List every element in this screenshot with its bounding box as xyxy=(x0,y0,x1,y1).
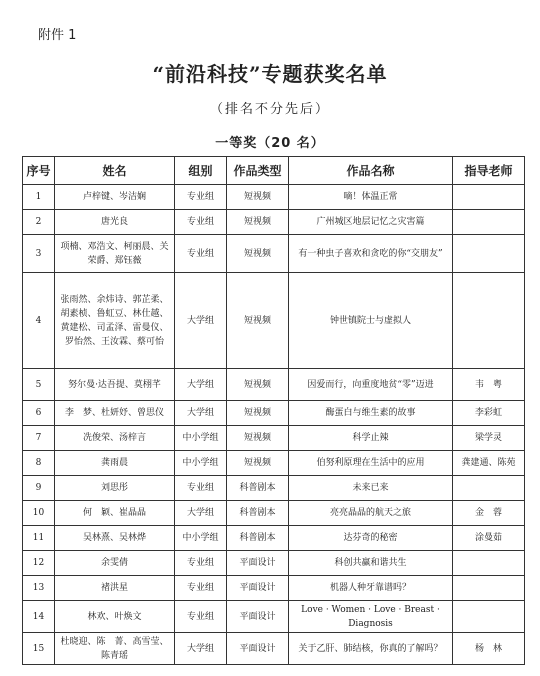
cell-group: 大学组 xyxy=(175,401,227,426)
cell-teacher xyxy=(453,551,525,576)
cell-no: 15 xyxy=(23,633,55,665)
cell-no: 13 xyxy=(23,576,55,601)
cell-no: 9 xyxy=(23,476,55,501)
cell-teacher xyxy=(453,601,525,633)
cell-teacher xyxy=(453,185,525,210)
cell-group: 中小学组 xyxy=(175,426,227,451)
table-row xyxy=(23,633,525,665)
cell-work: 因爱而行，向重度地贫“零”迈进 xyxy=(289,369,453,401)
document-subtitle: （排名不分先后） xyxy=(209,102,330,117)
cell-work: 科创共赢和谐共生 xyxy=(289,551,453,576)
cell-teacher: 涂曼茹 xyxy=(453,526,525,551)
table-row xyxy=(23,551,525,576)
cell-teacher: 金 蓉 xyxy=(453,501,525,526)
cell-name: 林欢、叶焕文 xyxy=(55,601,175,633)
cell-type: 科普剧本 xyxy=(227,526,289,551)
cell-type: 短视频 xyxy=(227,451,289,476)
cell-group: 专业组 xyxy=(175,210,227,235)
cell-work: 关于乙肝、肺结核，你真的了解吗？ xyxy=(289,633,453,665)
header-work: 作品名称 xyxy=(289,157,453,185)
table-row xyxy=(23,401,525,426)
section-heading: 一等奖（20 名） xyxy=(215,136,325,151)
table-row xyxy=(23,235,525,273)
table-row xyxy=(23,451,525,476)
cell-work: 未来已来 xyxy=(289,476,453,501)
table-row xyxy=(23,273,525,369)
cell-no: 12 xyxy=(23,551,55,576)
cell-work: 伯努利原理在生活中的应用 xyxy=(289,451,453,476)
cell-type: 科普剧本 xyxy=(227,476,289,501)
cell-teacher xyxy=(453,273,525,369)
cell-teacher xyxy=(453,235,525,273)
cell-name: 褚洪星 xyxy=(55,576,175,601)
table-row xyxy=(23,185,525,210)
attachment-label: 附件 1 xyxy=(38,28,77,43)
cell-group: 中小学组 xyxy=(175,526,227,551)
cell-no: 11 xyxy=(23,526,55,551)
cell-name: 唐光良 xyxy=(55,210,175,235)
cell-teacher: 韦 粤 xyxy=(453,369,525,401)
cell-teacher: 梁学灵 xyxy=(453,426,525,451)
cell-teacher: 李彩虹 xyxy=(453,401,525,426)
cell-type: 平面设计 xyxy=(227,576,289,601)
cell-no: 2 xyxy=(23,210,55,235)
cell-type: 平面设计 xyxy=(227,551,289,576)
cell-name: 龚雨晨 xyxy=(55,451,175,476)
cell-work: 酶蛋白与维生素的故事 xyxy=(289,401,453,426)
award-table xyxy=(22,156,525,665)
cell-type: 短视频 xyxy=(227,369,289,401)
cell-name: 何 颖、崔晶晶 xyxy=(55,501,175,526)
header-type: 作品类型 xyxy=(227,157,289,185)
table-row xyxy=(23,526,525,551)
table-row xyxy=(23,210,525,235)
cell-group: 中小学组 xyxy=(175,451,227,476)
document-title: “前沿科技”专题获奖名单 xyxy=(152,62,388,86)
table-row xyxy=(23,576,525,601)
cell-group: 专业组 xyxy=(175,235,227,273)
cell-group: 专业组 xyxy=(175,551,227,576)
cell-group: 大学组 xyxy=(175,633,227,665)
cell-teacher xyxy=(453,576,525,601)
cell-name: 张雨然、余炜诗、郭芷柔、胡素桢、鲁虹豆、林仕越、黄建松、司孟泽、雷曼仪、罗怡然、王汝霖、蔡可怡 xyxy=(55,273,175,369)
cell-work: 达芬奇的秘密 xyxy=(289,526,453,551)
header-name: 姓名 xyxy=(55,157,175,185)
cell-name: 余雯倩 xyxy=(55,551,175,576)
cell-teacher xyxy=(453,210,525,235)
cell-name: 冼俊荣、汤梓言 xyxy=(55,426,175,451)
cell-no: 5 xyxy=(23,369,55,401)
cell-no: 10 xyxy=(23,501,55,526)
table-header-row xyxy=(23,157,525,185)
cell-work: 有一种虫子喜欢和贪吃的你“交朋友” xyxy=(289,235,453,273)
cell-name: 刘思彤 xyxy=(55,476,175,501)
cell-type: 平面设计 xyxy=(227,633,289,665)
header-no: 序号 xyxy=(23,157,55,185)
table-row xyxy=(23,369,525,401)
header-group: 组别 xyxy=(175,157,227,185)
cell-work: 广州城区地层记忆之灾害篇 xyxy=(289,210,453,235)
cell-name: 卢梓键、岑洁娴 xyxy=(55,185,175,210)
cell-name: 项楠、邓浩文、柯丽晨、关荣爵、郑钰薇 xyxy=(55,235,175,273)
cell-name: 吴林熹、吴林烨 xyxy=(55,526,175,551)
cell-type: 科普剧本 xyxy=(227,501,289,526)
cell-no: 1 xyxy=(23,185,55,210)
cell-group: 专业组 xyxy=(175,601,227,633)
cell-name: 努尔曼·达吾提、莫栩芊 xyxy=(55,369,175,401)
cell-work: 嘀！体温正常 xyxy=(289,185,453,210)
table-row xyxy=(23,601,525,633)
cell-teacher xyxy=(453,476,525,501)
cell-name: 杜晓迎、陈 菁、高雪莹、陈青瑶 xyxy=(55,633,175,665)
cell-type: 短视频 xyxy=(227,210,289,235)
cell-group: 专业组 xyxy=(175,576,227,601)
cell-no: 6 xyxy=(23,401,55,426)
cell-teacher: 龚建通、陈苑 xyxy=(453,451,525,476)
cell-type: 短视频 xyxy=(227,273,289,369)
cell-no: 4 xyxy=(23,273,55,369)
cell-work: 钟世镇院士与虚拟人 xyxy=(289,273,453,369)
header-teacher: 指导老师 xyxy=(453,157,525,185)
cell-group: 大学组 xyxy=(175,501,227,526)
cell-type: 短视频 xyxy=(227,401,289,426)
cell-type: 短视频 xyxy=(227,235,289,273)
cell-no: 3 xyxy=(23,235,55,273)
table-row xyxy=(23,426,525,451)
cell-type: 短视频 xyxy=(227,185,289,210)
cell-group: 专业组 xyxy=(175,476,227,501)
cell-no: 8 xyxy=(23,451,55,476)
cell-name: 李 梦、杜妍妤、曾思仪 xyxy=(55,401,175,426)
cell-type: 平面设计 xyxy=(227,601,289,633)
cell-no: 7 xyxy=(23,426,55,451)
table-row xyxy=(23,501,525,526)
cell-group: 大学组 xyxy=(175,369,227,401)
cell-no: 14 xyxy=(23,601,55,633)
cell-group: 专业组 xyxy=(175,185,227,210)
cell-work: 科学止辣 xyxy=(289,426,453,451)
cell-teacher: 杨 林 xyxy=(453,633,525,665)
cell-work: 亮亮晶晶的航天之旅 xyxy=(289,501,453,526)
cell-group: 大学组 xyxy=(175,273,227,369)
cell-type: 短视频 xyxy=(227,426,289,451)
cell-work: Love · Women · Love · Breast · Diagnosis xyxy=(289,601,453,633)
table-row xyxy=(23,476,525,501)
cell-work: 机器人种牙靠谱吗？ xyxy=(289,576,453,601)
